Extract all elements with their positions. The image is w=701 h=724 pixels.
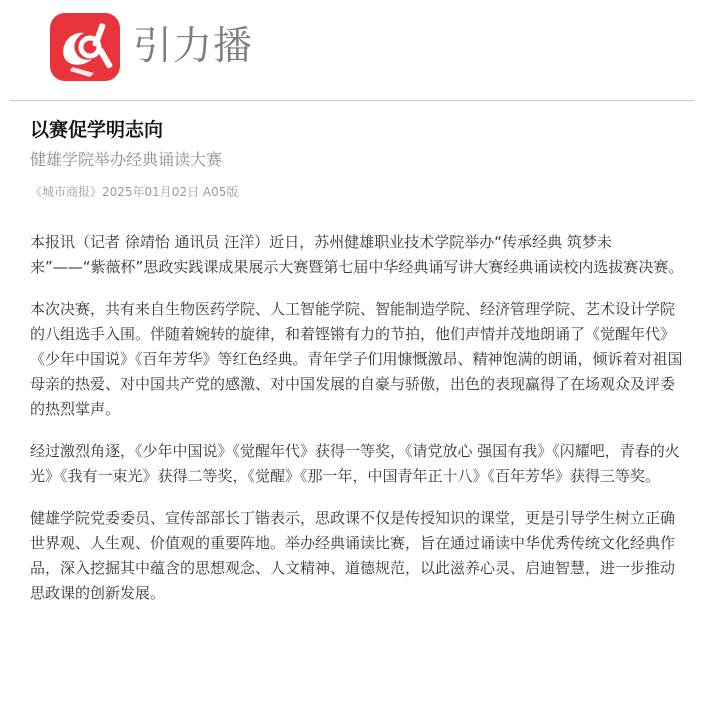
article-subtitle: 健雄学院举办经典诵读大赛: [30, 150, 223, 169]
article-paragraph: 本次决赛，共有来自生物医药学院、人工智能学院、智能制造学院、经济管理学院、艺术设计学院的八组选手入围。伴随着婉转的旋律，和着铿锵有力的节拍，他们声情并茂地朗诵了《觉醒年代》《少年中国说》《百年芳华》等红色经典。青年学子们用慷慨激昂、精神饱满的朗诵，倾诉着对祖国母亲的热爱、对中国共产党的感激、对中国发展的自豪与骄傲，出色的表现赢得了在场观众及评委的热烈掌声。: [30, 300, 683, 418]
brand-name[interactable]: 引力播: [133, 24, 254, 69]
article-paragraph: 本报讯（记者 徐靖怡 通讯员 汪洋）近日，苏州健雄职业技术学院举办“传承经典 筑梦未来”——“紫薇杯”思政实践课成果展示大赛暨第七届中华经典诵写讲大赛经典诵读校内选拔赛决赛。: [30, 233, 684, 276]
article-title: 以赛促学明志向: [30, 119, 164, 141]
article-source: 《城市商报》2025年01月02日 A05版: [30, 185, 239, 199]
article-paragraph: 健雄学院党委委员、宣传部部长丁锴表示，思政课不仅是传授知识的课堂，更是引导学生树立正确世界观、人生观、价值观的重要阵地。举办经典诵读比赛，旨在通过诵读中华优秀传统文化经典作品，深入挖掘其中蕴含的思想观念、人文精神、道德规范，以此滋养心灵、启迪智慧，进一步推动思政课的创新发展。: [30, 509, 676, 602]
header-divider: [10, 100, 694, 101]
article-paragraph: 经过激烈角逐，《少年中国说》《觉醒年代》获得一等奖，《请党放心 强国有我》《闪耀吧，青春的火光》《我有一束光》获得二等奖，《觉醒》《那一年，中国青年正十八》《百年芳华》获得三等奖。: [30, 442, 680, 485]
yinlibo-logo-icon[interactable]: [50, 13, 120, 81]
site-header: [0, 0, 701, 101]
article-body: [30, 230, 685, 623]
